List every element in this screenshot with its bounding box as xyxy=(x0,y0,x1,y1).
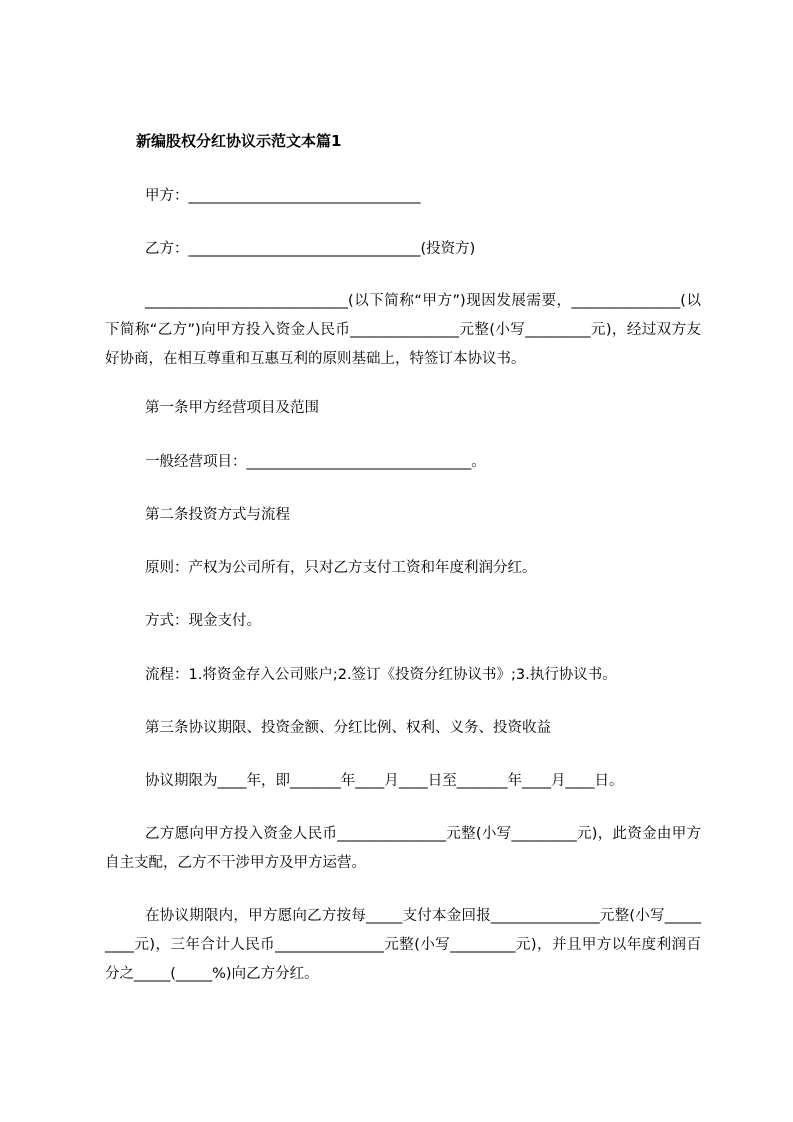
party-a-line: 甲方：________________________________ xyxy=(145,188,421,204)
investment-paragraph: 乙方愿向甲方投入资金人民币_______________元整(小写_________元)，此资金由甲方自主支配，乙方不干涉甲方及甲方运营。 xyxy=(105,826,701,871)
method-line: 方式：现金支付。 xyxy=(145,613,261,629)
party-b-line: 乙方：________________________________(投资方) xyxy=(145,241,476,257)
return-paragraph: 在协议期限内，甲方愿向乙方按每_____支付本金回报_______________元整(小写_________元)，三年合计人民币_______________元整(小写_________元)，并且甲方以年度利润百分之_____(_____%)向乙方分红。 xyxy=(105,908,701,982)
process-line: 流程：1.将资金存入公司账户;2.签订《投资分红协议书》;3.执行协议书。 xyxy=(145,667,617,683)
general-business-line: 一般经营项目：_______________________________。 xyxy=(145,454,486,470)
intro-paragraph: ____________________________(以下简称“甲方”)现因发展需要，_______________(以下简称“乙方”)向甲方投入资金人民币_______________元整(小写_________元)，经过双方友好协商，在相互尊重和互惠互利的原则基础上，特签订本协议书。 xyxy=(105,293,701,367)
term-line: 协议期限为____年，即_______年____月____日至_______年____月____日。 xyxy=(145,773,624,789)
principle-line: 原则：产权为公司所有，只对乙方支付工资和年度利润分红。 xyxy=(145,560,537,576)
article-2-heading: 第二条投资方式与流程 xyxy=(145,507,290,523)
document-title: 新编股权分红协议示范文本篇1 xyxy=(136,132,342,150)
article-1-heading: 第一条甲方经营项目及范围 xyxy=(145,400,319,416)
article-3-heading: 第三条协议期限、投资金额、分红比例、权利、义务、投资收益 xyxy=(145,720,551,736)
